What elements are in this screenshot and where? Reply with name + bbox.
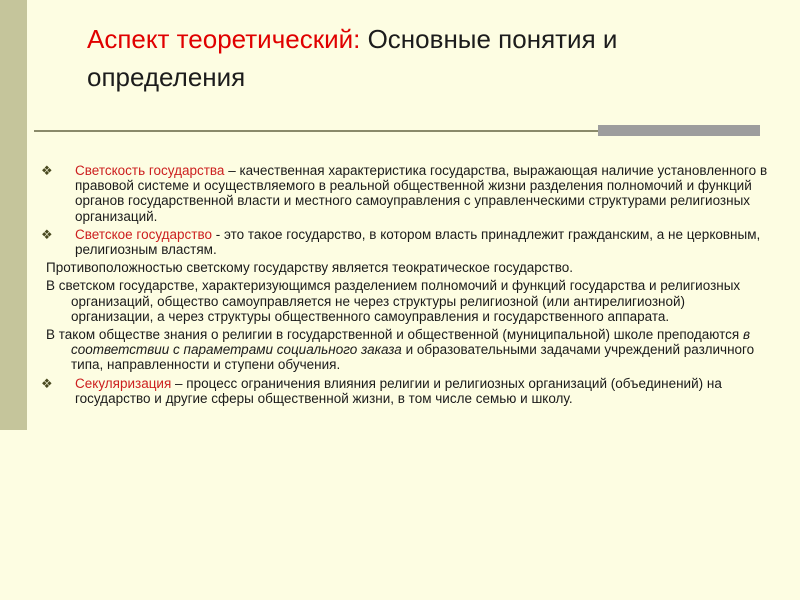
definition-text: – процесс ограничения влияния религии и религиозных организаций (объединений) на государство и другие сферы общественной жизни, в том числе семью и школу. [75,375,722,406]
definition-item-secularity [40,163,770,224]
title-divider-line [34,130,599,132]
paragraph-school-education [40,327,770,373]
paragraph-text: В светском государстве, характеризующимся разделением полномочий и функций государства и религиозных организаций, общество самоуправляется не через структуры религиозной (или антирелигиозной) организации, а через структуры общественного самоуправления и государственного аппарата. [46,278,741,324]
paragraph-text: и образовательными задачами учреждений различного типа, направленности и ступени обучения. [71,342,755,373]
slide-title [87,20,767,96]
diamond-bullet-icon: ❖ [41,375,53,391]
title-divider-block [598,125,760,136]
diamond-bullet-icon: ❖ [41,163,53,178]
definition-text: - это такое государство, в котором власть принадлежит гражданским, а не церковным, религиозным властям. [75,226,761,258]
diamond-bullet-icon: ❖ [41,226,53,242]
definition-item-secular-state [40,227,770,257]
slide-body [40,163,770,409]
term-label: Секуляризация [75,375,172,391]
definition-text: – качественная характеристика государства, выражающая наличие установленного в правовой системе и осуществляемого в реальной общественной жизни разделения полномочий и функций органов государственной власти и местного самоуправления с управленческими структурами религиозных организаций. [75,163,768,224]
term-label: Светскость государства [75,163,225,178]
paragraph-text: Противоположностью светскому государству является теократическое государство. [46,260,573,276]
left-decor-bar [0,0,27,430]
term-label: Светское государство [75,226,212,242]
definition-item-secularization [40,376,770,406]
paragraph-italic-text: в соответствии с параметрами социального заказа [71,327,750,358]
paragraph-self-governance [40,278,770,324]
paragraph-text: В таком обществе знания о религии в государственной и общественной (муниципальной) школе преподаются [46,327,743,343]
title-rest: Основные понятия и определения [87,24,618,92]
paragraph-theocratic [40,260,770,275]
title-accent: Аспект теоретический: [87,24,361,54]
